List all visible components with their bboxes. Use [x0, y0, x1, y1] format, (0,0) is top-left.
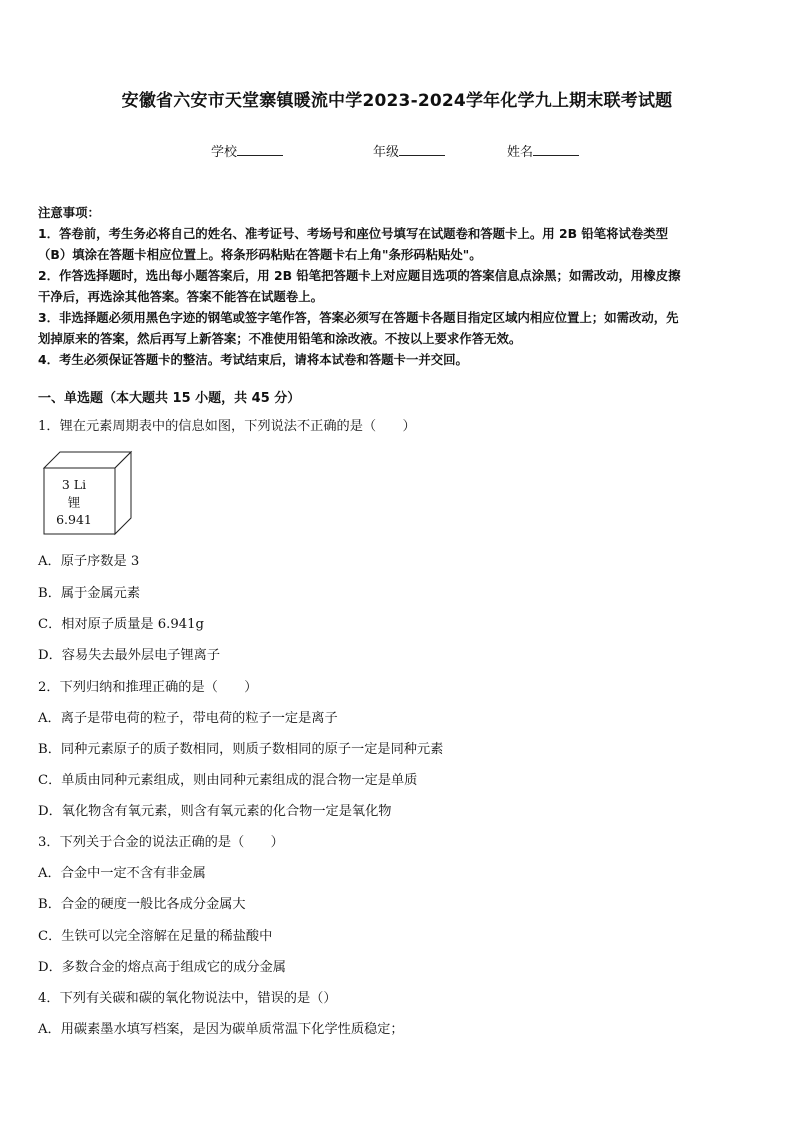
- question-stem: 3．下列关于合金的说法正确的是（ ）: [38, 835, 284, 850]
- option-b[interactable]: B．同种元素原子的质子数相同，则质子数相同的原子一定是同种元素: [38, 742, 444, 757]
- option-a[interactable]: A．合金中一定不含有非金属: [38, 866, 206, 881]
- school-field[interactable]: [211, 141, 283, 160]
- option-b[interactable]: B．属于金属元素: [38, 586, 141, 601]
- notes-line: 1．答卷前，考生务必将自己的姓名、准考证号、考场号和座位号填写在试题卷和答题卡上。用 2B 铅笔将试卷类型: [38, 226, 669, 241]
- notes-line: 划掉原来的答案，然后再写上新答案；不准使用铅笔和涂改液。不按以上要求作答无效。: [38, 331, 522, 346]
- question-stem: 2．下列归纳和推理正确的是（ ）: [38, 680, 258, 695]
- name-field[interactable]: [507, 141, 579, 160]
- grade-field[interactable]: [373, 141, 445, 160]
- option-c[interactable]: C．相对原子质量是 6.941g: [38, 617, 204, 632]
- element-mass: 6.941: [56, 512, 92, 527]
- section-title: 一、单选题（本大题共 15 小题，共 45 分）: [38, 391, 301, 406]
- notes-line: 3．非选择题必须用黑色字迹的钢笔或签字笔作答，答案必须写在答题卡各题目指定区域内相应位置上；如需改动，先: [38, 310, 679, 325]
- question-stem: 1．锂在元素周期表中的信息如图，下列说法不正确的是（ ）: [38, 419, 416, 434]
- notes-line: 4．考生必须保证答题卡的整洁。考试结束后，请将本试卷和答题卡一并交回。: [38, 352, 468, 367]
- grade-label: 年级: [373, 145, 400, 160]
- option-a[interactable]: A．离子是带电荷的粒子，带电荷的粒子一定是离子: [38, 711, 338, 726]
- question-stem: 4．下列有关碳和碳的氧化物说法中，错误的是（）: [38, 991, 337, 1006]
- exam-notes: [38, 202, 760, 370]
- grade-blank[interactable]: [399, 143, 445, 156]
- option-c[interactable]: C．单质由同种元素组成，则由同种元素组成的混合物一定是单质: [38, 773, 418, 788]
- element-number-symbol: 3 Li: [61, 477, 87, 492]
- notes-line: （B）填涂在答题卡相应位置上。将条形码粘贴在答题卡右上角"条形码粘贴处"。: [38, 247, 482, 262]
- notes-line: 2．作答选择题时，选出每小题答案后，用 2B 铅笔把答题卡上对应题目选项的答案信息点涂黑；如需改动，用橡皮擦: [38, 268, 681, 283]
- page-title: 安徽省六安市天堂寨镇暖流中学2023-2024学年化学九上期末联考试题: [121, 91, 673, 111]
- option-d[interactable]: D．多数合金的熔点高于组成它的成分金属: [38, 960, 286, 975]
- name-blank[interactable]: [533, 143, 579, 156]
- option-d[interactable]: D．氧化物含有氧元素，则含有氧元素的化合物一定是氧化物: [38, 804, 392, 819]
- option-b[interactable]: B．合金的硬度一般比各成分金属大: [38, 897, 246, 912]
- notes-line: 干净后，再选涂其他答案。答案不能答在试题卷上。: [38, 289, 323, 304]
- option-d[interactable]: D．容易失去最外层电子锂离子: [38, 648, 221, 663]
- notes-heading: 注意事项：: [38, 205, 100, 220]
- option-c[interactable]: C．生铁可以完全溶解在足量的稀盐酸中: [38, 929, 273, 944]
- element-name: 锂: [67, 495, 81, 510]
- option-a[interactable]: A．用碳素墨水填写档案，是因为碳单质常温下化学性质稳定；: [38, 1022, 404, 1037]
- option-a[interactable]: A．原子序数是 3: [38, 554, 140, 569]
- name-label: 姓名: [507, 145, 534, 160]
- school-label: 学校: [211, 145, 238, 160]
- school-blank[interactable]: [237, 143, 283, 156]
